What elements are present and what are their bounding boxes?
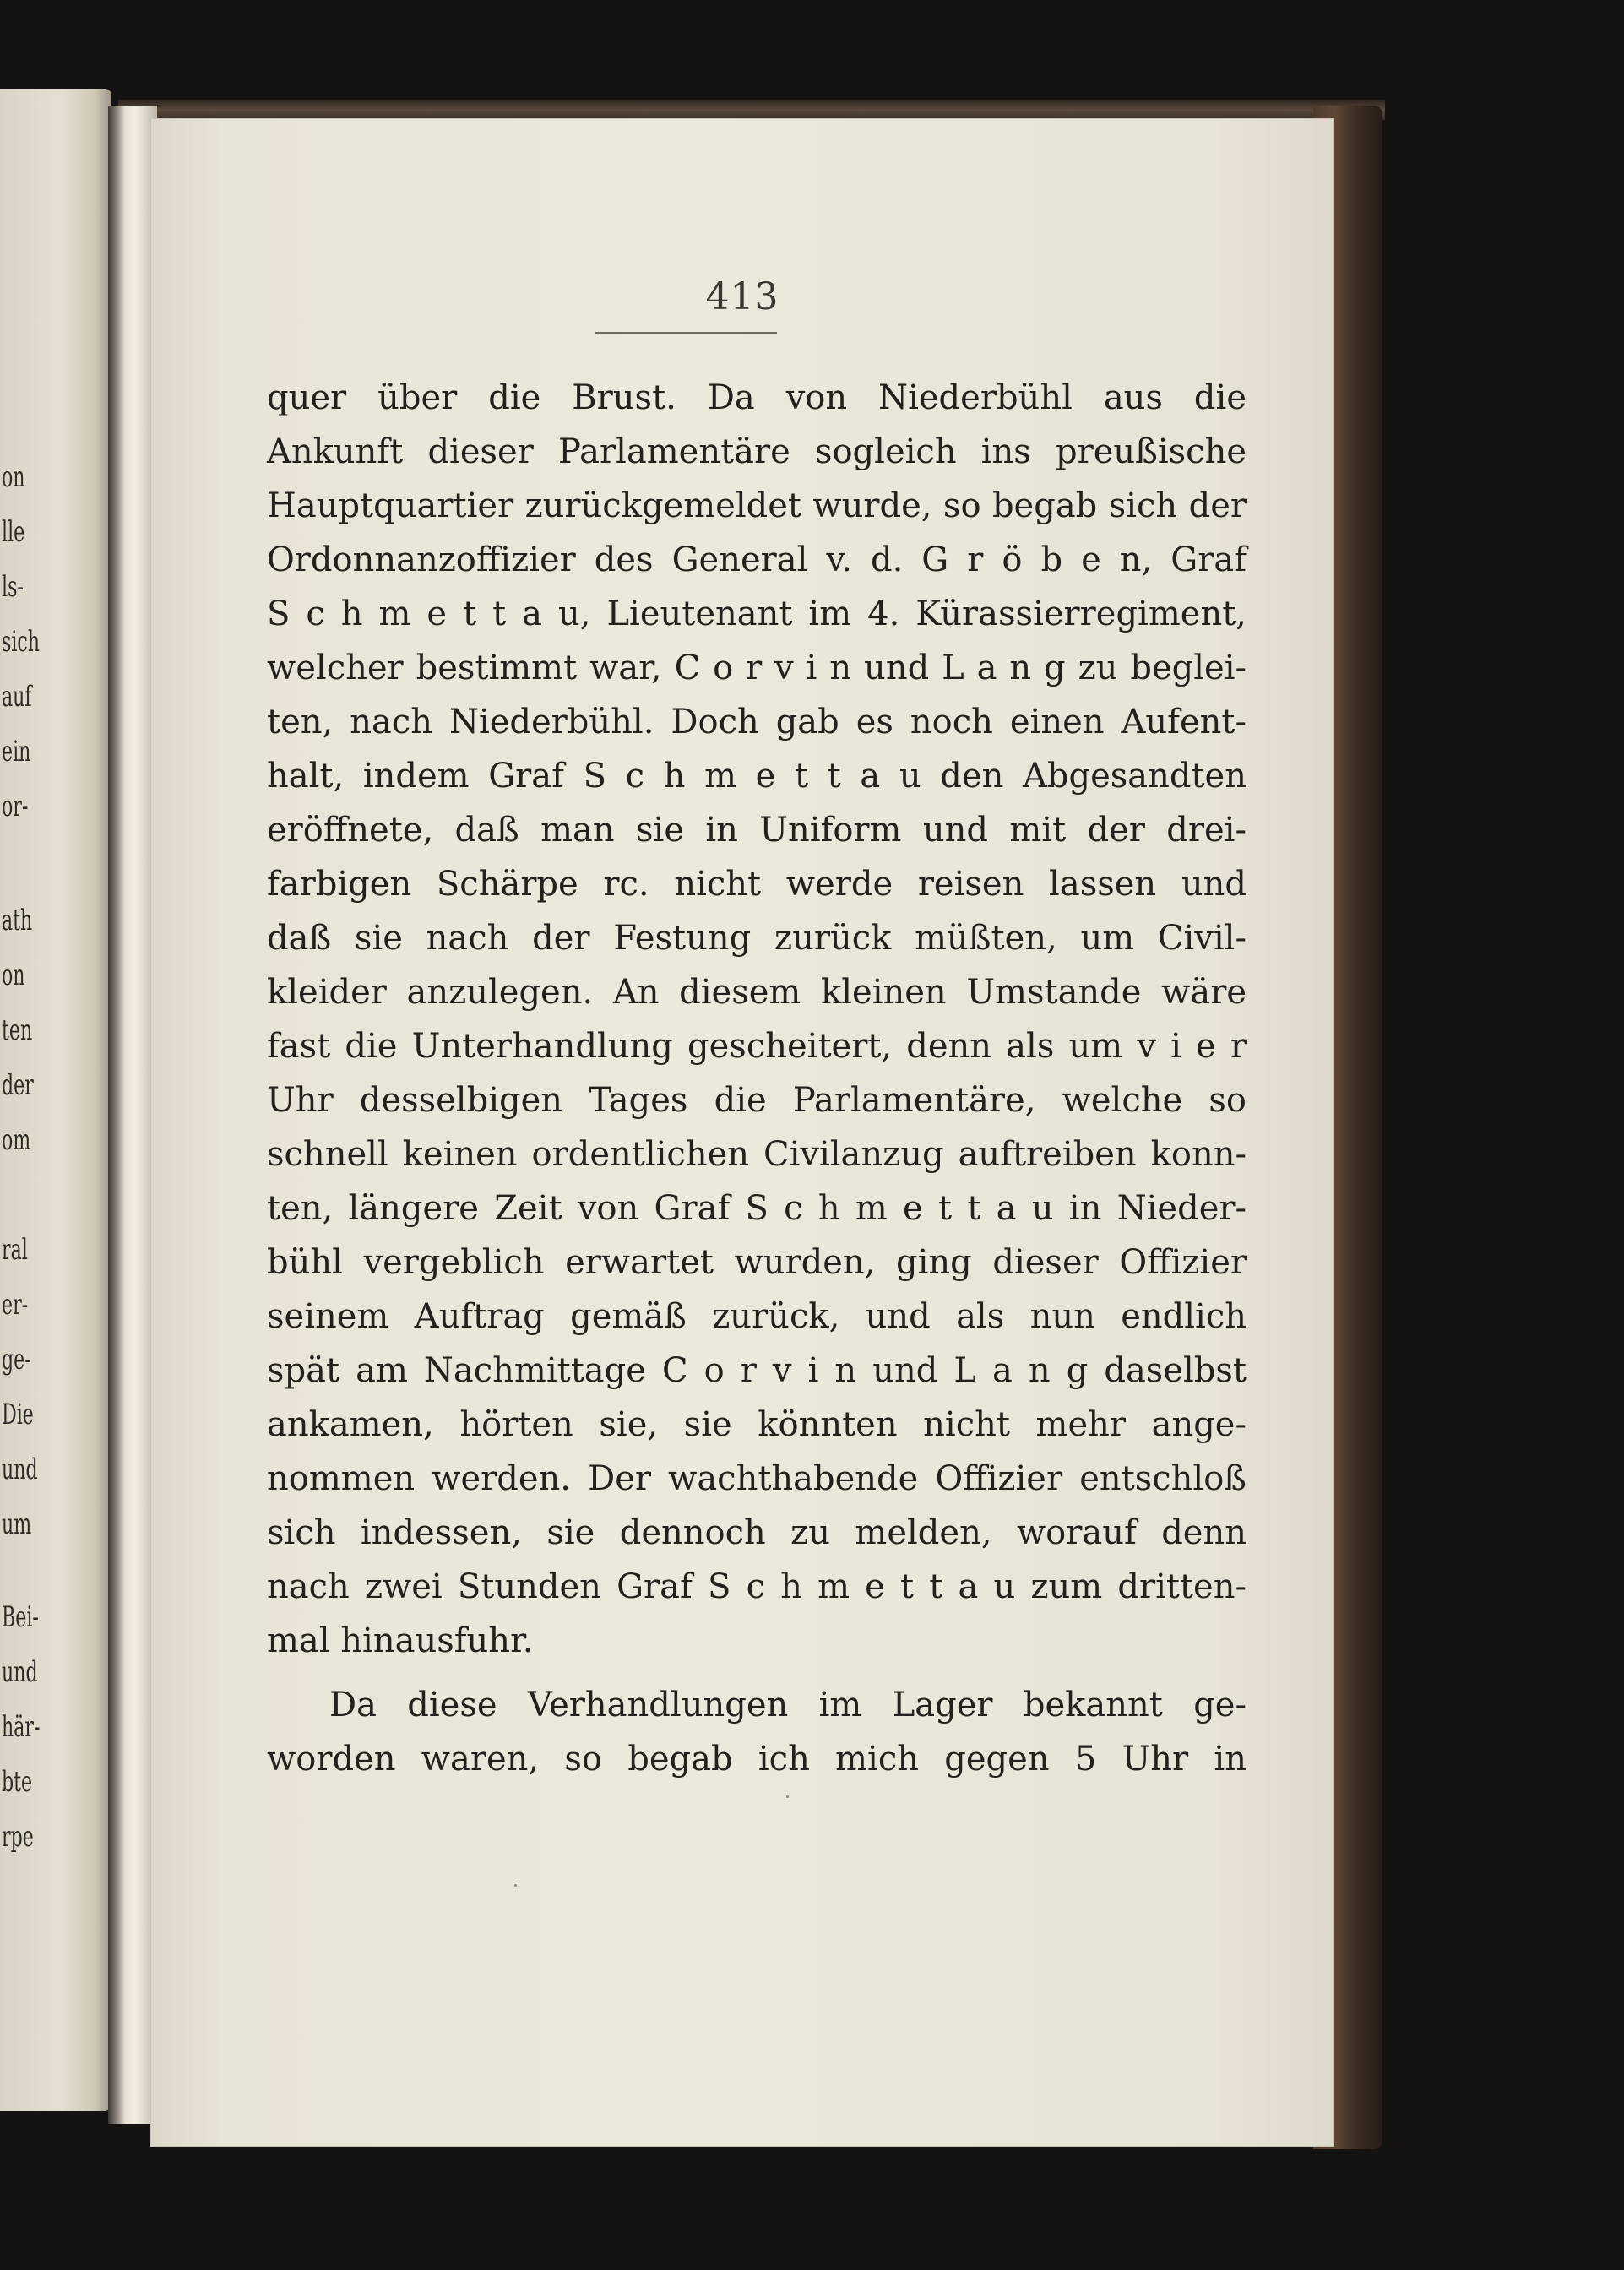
text-line: ten, nach Niederbühl. Doch gab es noch einen Aufent- [267, 703, 1247, 741]
text-line: fast die Unterhandlung gescheitert, denn als um v i e r [267, 1027, 1247, 1066]
paper-speck [514, 1884, 517, 1887]
left-page-fragment: rpe [2, 1820, 34, 1854]
left-page-fragment: ein [2, 735, 31, 768]
page-number: 413 [705, 275, 779, 318]
left-page-fragment: auf [2, 680, 32, 714]
left-page-fragment: und [2, 1453, 38, 1486]
left-page-fragment: Die [2, 1398, 34, 1431]
text-line: sich indessen, sie dennoch zu melden, worauf denn [267, 1513, 1247, 1552]
text-line: S c h m e t t a u, Lieutenant im 4. Kürassierregiment, [267, 595, 1247, 633]
left-page-fragment: on [2, 959, 25, 992]
left-page-fragment: Bei- [2, 1600, 39, 1634]
text-line: ankamen, hörten sie, sie könnten nicht mehr ange- [267, 1405, 1247, 1444]
text-line: nommen werden. Der wachthabende Offizier entschloß [267, 1459, 1247, 1498]
text-line: Hauptquartier zurückgemeldet wurde, so begab sich der [267, 486, 1247, 525]
text-line: Da diese Verhandlungen im Lager bekannt ge- [329, 1686, 1247, 1724]
left-page-fragment: ath [2, 904, 33, 937]
left-page-fragment: der [2, 1068, 34, 1102]
left-page-fragment: on [2, 460, 25, 494]
text-line: halt, indem Graf S c h m e t t a u den Abgesandten [267, 757, 1247, 796]
text-line: spät am Nachmittage C o r v i n und L a n g daselbst [267, 1351, 1247, 1390]
text-line: mal hinausfuhr. [267, 1621, 534, 1660]
left-page-fragment: ls- [2, 570, 24, 604]
text-line: welcher bestimmt war, C o r v i n und L a n g zu beglei- [267, 649, 1247, 687]
text-line: ten, längere Zeit von Graf S c h m e t t a u in Nieder- [267, 1189, 1247, 1228]
text-line: Uhr desselbigen Tages die Parlamentäre, welche so [267, 1081, 1247, 1120]
left-page-fragment: om [2, 1123, 31, 1157]
cover-top-edge [118, 100, 1385, 120]
left-page-fragment: bte [2, 1765, 33, 1799]
text-line: daß sie nach der Festung zurück müßten, um Civil- [267, 919, 1247, 958]
text-line: Ordonnanzoffizier des General v. d. G r ö b e n, Graf [267, 540, 1247, 579]
left-page-fragment: und [2, 1655, 38, 1689]
text-line: worden waren, so begab ich mich gegen 5 Uhr in [267, 1740, 1247, 1779]
left-page-fragment: or- [2, 790, 29, 823]
left-page-fragment: um [2, 1507, 32, 1541]
paper-speck [786, 1795, 789, 1798]
text-line: Ankunft dieser Parlamentäre sogleich ins preußische [267, 432, 1247, 471]
text-line: farbigen Schärpe rc. nicht werde reisen lassen und [267, 865, 1247, 904]
left-page-fragment: sich [2, 625, 41, 659]
text-line: schnell keinen ordentlichen Civilanzug auftreiben konn- [267, 1135, 1247, 1174]
left-page-fragment: ral [2, 1233, 28, 1267]
text-line: seinem Auftrag gemäß zurück, und als nun endlich [267, 1297, 1247, 1336]
previous-page-edge [0, 89, 111, 2111]
left-page-fragment: lle [2, 515, 25, 549]
left-page-fragment: ten [2, 1013, 33, 1047]
left-page-fragment: här- [2, 1710, 41, 1744]
text-line: quer über die Brust. Da von Niederbühl aus die [267, 378, 1247, 417]
left-page-fragment: ge- [2, 1343, 31, 1377]
left-page-fragment: er- [2, 1288, 29, 1322]
text-line: nach zwei Stunden Graf S c h m e t t a u zum dritten- [267, 1567, 1247, 1606]
book-page [150, 118, 1334, 2147]
text-line: kleider anzulegen. An diesem kleinen Umstande wäre [267, 973, 1247, 1012]
header-rule [595, 332, 777, 334]
text-line: eröffnete, daß man sie in Uniform und mit der drei- [267, 811, 1247, 850]
text-line: bühl vergeblich erwartet wurden, ging dieser Offizier [267, 1243, 1247, 1282]
